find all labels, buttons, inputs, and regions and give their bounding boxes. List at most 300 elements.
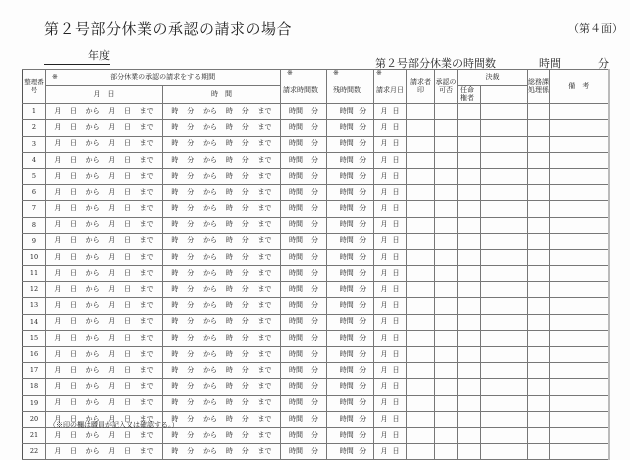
general-affairs-cell[interactable] — [528, 395, 550, 411]
time-range-cell[interactable] — [163, 233, 281, 249]
remarks-cell[interactable] — [550, 120, 609, 136]
request-date-cell[interactable] — [374, 120, 407, 136]
token-hours: 時間 — [339, 398, 354, 407]
appointer-cell[interactable] — [458, 411, 481, 427]
token-hours: 時間 — [289, 333, 303, 342]
remaining-hours-cell[interactable] — [327, 168, 374, 184]
remarks-cell[interactable] — [550, 379, 609, 395]
request-hours-cell[interactable] — [281, 168, 327, 184]
general-affairs-cell[interactable] — [528, 168, 550, 184]
remaining-hours-cell[interactable] — [327, 444, 374, 460]
token-month: 月 — [108, 349, 116, 358]
date-range-cell[interactable] — [46, 379, 163, 395]
requester-seal-cell[interactable] — [407, 104, 435, 120]
remarks-cell[interactable] — [550, 233, 609, 249]
approval-cell[interactable] — [435, 444, 458, 460]
request-date-cell[interactable] — [374, 185, 407, 201]
request-hours-cell[interactable] — [281, 347, 327, 363]
approval-cell[interactable] — [435, 249, 458, 265]
approval-cell[interactable] — [435, 266, 458, 282]
request-hours-cell[interactable] — [281, 201, 327, 217]
token-minute: 分 — [241, 106, 249, 115]
token-until: まで — [257, 398, 272, 407]
token-day: 日 — [392, 187, 400, 196]
remarks-cell[interactable] — [550, 136, 609, 152]
token-hour: 時 — [171, 236, 179, 245]
request-hours-cell[interactable] — [281, 411, 327, 427]
date-range-cell[interactable] — [46, 185, 163, 201]
requester-seal-cell[interactable] — [407, 233, 435, 249]
approval-cell[interactable] — [435, 152, 458, 168]
token-month: 月 — [108, 171, 116, 180]
time-range-cell[interactable] — [163, 427, 281, 443]
appointer-cell[interactable] — [458, 314, 481, 330]
remaining-hours-cell[interactable] — [327, 314, 374, 330]
general-affairs-cell[interactable] — [528, 152, 550, 168]
date-range-cell[interactable] — [46, 249, 163, 265]
header-decision: 決裁 — [458, 70, 528, 86]
remaining-hours-cell[interactable] — [327, 395, 374, 411]
remarks-cell[interactable] — [550, 217, 609, 233]
date-range-cell[interactable] — [46, 136, 163, 152]
decision-cell[interactable] — [481, 201, 528, 217]
remarks-cell[interactable] — [550, 395, 609, 411]
appointer-cell[interactable] — [458, 233, 481, 249]
request-hours-cell[interactable] — [281, 395, 327, 411]
token-day: 日 — [69, 349, 77, 358]
remaining-hours-cell[interactable] — [327, 201, 374, 217]
decision-cell[interactable] — [481, 266, 528, 282]
request-hours-cell[interactable] — [281, 363, 327, 379]
remaining-hours-cell[interactable] — [327, 185, 374, 201]
token-minute: 分 — [359, 317, 367, 326]
requester-seal-cell[interactable] — [407, 249, 435, 265]
request-date-cell[interactable] — [374, 249, 407, 265]
general-affairs-cell[interactable] — [528, 217, 550, 233]
remarks-cell[interactable] — [550, 427, 609, 443]
appointer-cell[interactable] — [458, 185, 481, 201]
requester-seal-cell[interactable] — [407, 185, 435, 201]
remaining-hours-cell[interactable] — [327, 427, 374, 443]
request-hours-cell[interactable] — [281, 266, 327, 282]
token-from: から — [203, 106, 218, 115]
table-row — [23, 444, 609, 460]
remarks-cell[interactable] — [550, 314, 609, 330]
general-affairs-cell[interactable] — [528, 120, 550, 136]
decision-cell[interactable] — [481, 120, 528, 136]
request-date-cell[interactable] — [374, 298, 407, 314]
date-range-cell[interactable] — [46, 395, 163, 411]
decision-cell[interactable] — [481, 249, 528, 265]
decision-cell[interactable] — [481, 152, 528, 168]
date-range-cell[interactable] — [46, 330, 163, 346]
remarks-cell[interactable] — [550, 152, 609, 168]
remaining-hours-cell[interactable] — [327, 249, 374, 265]
request-date-cell[interactable] — [374, 395, 407, 411]
time-range-cell[interactable] — [163, 444, 281, 460]
request-date-cell[interactable] — [374, 411, 407, 427]
row-number: 4 — [23, 152, 46, 168]
token-hour: 時 — [225, 430, 233, 439]
approval-cell[interactable] — [435, 314, 458, 330]
token-from: から — [203, 349, 218, 358]
token-hours: 時間 — [339, 106, 354, 115]
general-affairs-cell[interactable] — [528, 411, 550, 427]
appointer-cell[interactable] — [458, 347, 481, 363]
general-affairs-cell[interactable] — [528, 427, 550, 443]
decision-cell[interactable] — [481, 282, 528, 298]
fiscal-year-field[interactable]: 年度 — [44, 47, 110, 65]
token-month: 月 — [108, 301, 116, 310]
token-hour: 時 — [225, 285, 233, 293]
token-minute: 分 — [359, 155, 367, 164]
appointer-cell[interactable] — [458, 282, 481, 298]
approval-cell[interactable] — [435, 347, 458, 363]
time-range-cell[interactable] — [163, 104, 281, 120]
token-month: 月 — [380, 268, 388, 277]
table-row — [23, 395, 609, 411]
appointer-cell[interactable] — [458, 120, 481, 136]
appointer-cell[interactable] — [458, 266, 481, 282]
remaining-hours-cell[interactable] — [327, 347, 374, 363]
time-range-cell[interactable] — [163, 314, 281, 330]
token-day: 日 — [392, 430, 400, 439]
request-hours-cell[interactable] — [281, 120, 327, 136]
request-date-cell[interactable] — [374, 363, 407, 379]
token-until: まで — [139, 301, 154, 310]
time-range-cell[interactable] — [163, 136, 281, 152]
request-hours-cell[interactable] — [281, 233, 327, 249]
row-number: 12 — [23, 282, 46, 298]
approval-cell[interactable] — [435, 411, 458, 427]
token-month: 月 — [380, 317, 388, 326]
remaining-hours-cell[interactable] — [327, 233, 374, 249]
remaining-hours-cell[interactable] — [327, 266, 374, 282]
token-day: 日 — [392, 155, 400, 164]
decision-cell[interactable] — [481, 104, 528, 120]
requester-seal-cell[interactable] — [407, 168, 435, 184]
appointer-cell[interactable] — [458, 136, 481, 152]
time-range-cell[interactable] — [163, 249, 281, 265]
request-hours-cell[interactable] — [281, 330, 327, 346]
remaining-hours-cell[interactable] — [327, 152, 374, 168]
appointer-cell[interactable] — [458, 330, 481, 346]
time-range-cell[interactable] — [163, 395, 281, 411]
request-date-cell[interactable] — [374, 427, 407, 443]
general-affairs-cell[interactable] — [528, 298, 550, 314]
requester-seal-cell[interactable] — [407, 298, 435, 314]
requester-seal-cell[interactable] — [407, 266, 435, 282]
request-hours-cell[interactable] — [281, 298, 327, 314]
decision-cell[interactable] — [481, 444, 528, 460]
time-range-cell[interactable] — [163, 168, 281, 184]
request-date-cell[interactable] — [374, 282, 407, 298]
request-hours-cell[interactable] — [281, 152, 327, 168]
token-day: 日 — [392, 382, 400, 391]
time-range-cell[interactable] — [163, 379, 281, 395]
request-date-cell[interactable] — [374, 152, 407, 168]
requester-seal-cell[interactable] — [407, 411, 435, 427]
token-hours: 時間 — [289, 398, 303, 407]
requester-seal-cell[interactable] — [407, 379, 435, 395]
token-month: 月 — [380, 446, 388, 455]
request-date-cell[interactable] — [374, 330, 407, 346]
token-minute: 分 — [241, 382, 249, 391]
token-until: まで — [257, 285, 272, 293]
token-minute: 分 — [187, 252, 195, 261]
decision-cell[interactable] — [481, 185, 528, 201]
general-affairs-cell[interactable] — [528, 330, 550, 346]
approval-cell[interactable] — [435, 201, 458, 217]
appointer-cell[interactable] — [458, 379, 481, 395]
time-range-cell[interactable] — [163, 298, 281, 314]
general-affairs-cell[interactable] — [528, 249, 550, 265]
date-range-cell[interactable] — [46, 363, 163, 379]
request-hours-cell[interactable] — [281, 379, 327, 395]
decision-cell[interactable] — [481, 363, 528, 379]
token-hours: 時間 — [339, 268, 354, 277]
request-date-cell[interactable] — [374, 217, 407, 233]
requester-seal-cell[interactable] — [407, 282, 435, 298]
appointer-cell[interactable] — [458, 298, 481, 314]
approval-cell[interactable] — [435, 363, 458, 379]
request-date-cell[interactable] — [374, 444, 407, 460]
decision-cell[interactable] — [481, 427, 528, 443]
requester-seal-cell[interactable] — [407, 136, 435, 152]
remarks-cell[interactable] — [550, 104, 609, 120]
request-hours-cell[interactable] — [281, 217, 327, 233]
date-range-cell[interactable] — [46, 104, 163, 120]
approval-cell[interactable] — [435, 136, 458, 152]
decision-cell[interactable] — [481, 298, 528, 314]
date-range-cell[interactable] — [46, 217, 163, 233]
decision-cell[interactable] — [481, 136, 528, 152]
time-range-cell[interactable] — [163, 217, 281, 233]
general-affairs-cell[interactable] — [528, 347, 550, 363]
remaining-hours-cell[interactable] — [327, 136, 374, 152]
remaining-hours-cell[interactable] — [327, 330, 374, 346]
general-affairs-cell[interactable] — [528, 314, 550, 330]
remarks-cell[interactable] — [550, 298, 609, 314]
time-range-cell[interactable] — [163, 330, 281, 346]
token-day: 日 — [69, 171, 77, 180]
request-hours-cell[interactable] — [281, 444, 327, 460]
requester-seal-cell[interactable] — [407, 314, 435, 330]
remarks-cell[interactable] — [550, 347, 609, 363]
remarks-cell[interactable] — [550, 266, 609, 282]
remaining-hours-cell[interactable] — [327, 104, 374, 120]
general-affairs-cell[interactable] — [528, 266, 550, 282]
date-range-cell[interactable] — [46, 298, 163, 314]
token-until: まで — [257, 204, 272, 213]
token-minute: 分 — [359, 446, 367, 455]
appointer-cell[interactable] — [458, 168, 481, 184]
time-range-cell[interactable] — [163, 185, 281, 201]
remaining-hours-cell[interactable] — [327, 411, 374, 427]
appointer-cell[interactable] — [458, 201, 481, 217]
time-range-cell[interactable] — [163, 347, 281, 363]
decision-cell[interactable] — [481, 168, 528, 184]
approval-cell[interactable] — [435, 104, 458, 120]
request-date-cell[interactable] — [374, 347, 407, 363]
token-from: から — [203, 301, 218, 310]
appointer-cell[interactable] — [458, 444, 481, 460]
requester-seal-cell[interactable] — [407, 120, 435, 136]
remarks-cell[interactable] — [550, 282, 609, 298]
date-range-cell[interactable] — [46, 314, 163, 330]
token-minute: 分 — [359, 285, 367, 293]
time-range-cell[interactable] — [163, 282, 281, 298]
token-month: 月 — [380, 123, 388, 132]
approval-cell[interactable] — [435, 168, 458, 184]
token-day: 日 — [392, 301, 400, 310]
general-affairs-cell[interactable] — [528, 444, 550, 460]
row-number: 20 — [23, 411, 46, 427]
date-range-cell[interactable] — [46, 168, 163, 184]
remarks-cell[interactable] — [550, 201, 609, 217]
date-range-cell[interactable] — [46, 120, 163, 136]
request-date-cell[interactable] — [374, 168, 407, 184]
approval-cell[interactable] — [435, 282, 458, 298]
decision-cell[interactable] — [481, 217, 528, 233]
request-date-cell[interactable] — [374, 104, 407, 120]
time-range-cell[interactable] — [163, 266, 281, 282]
token-from: から — [85, 414, 100, 423]
token-month: 月 — [108, 187, 116, 196]
general-affairs-cell[interactable] — [528, 282, 550, 298]
request-hours-cell[interactable] — [281, 314, 327, 330]
token-month: 月 — [108, 236, 116, 245]
date-range-cell[interactable] — [46, 347, 163, 363]
appointer-cell[interactable] — [458, 217, 481, 233]
date-range-cell[interactable] — [46, 282, 163, 298]
decision-cell[interactable] — [481, 379, 528, 395]
date-range-cell[interactable] — [46, 266, 163, 282]
approval-cell[interactable] — [435, 298, 458, 314]
general-affairs-cell[interactable] — [528, 185, 550, 201]
token-day: 日 — [392, 139, 400, 148]
appointer-cell[interactable] — [458, 249, 481, 265]
date-range-cell[interactable] — [46, 444, 163, 460]
remarks-cell[interactable] — [550, 330, 609, 346]
remarks-cell[interactable] — [550, 168, 609, 184]
token-hours: 時間 — [289, 317, 303, 326]
approval-cell[interactable] — [435, 427, 458, 443]
requester-seal-cell[interactable] — [407, 152, 435, 168]
requester-seal-cell[interactable] — [407, 201, 435, 217]
decision-cell[interactable] — [481, 233, 528, 249]
token-month: 月 — [54, 398, 62, 407]
decision-cell[interactable] — [481, 314, 528, 330]
approval-cell[interactable] — [435, 217, 458, 233]
approval-cell[interactable] — [435, 330, 458, 346]
token-hours: 時間 — [339, 220, 354, 229]
remaining-hours-cell[interactable] — [327, 217, 374, 233]
time-range-cell[interactable] — [163, 363, 281, 379]
request-hours-cell[interactable] — [281, 185, 327, 201]
decision-cell[interactable] — [481, 395, 528, 411]
time-range-cell[interactable] — [163, 411, 281, 427]
requester-seal-cell[interactable] — [407, 330, 435, 346]
decision-cell[interactable] — [481, 347, 528, 363]
token-hour: 時 — [225, 204, 233, 213]
requester-seal-cell[interactable] — [407, 427, 435, 443]
approval-cell[interactable] — [435, 395, 458, 411]
requester-seal-cell[interactable] — [407, 217, 435, 233]
request-date-cell[interactable] — [374, 201, 407, 217]
token-minute: 分 — [241, 204, 249, 213]
request-hours-cell[interactable] — [281, 427, 327, 443]
request-date-cell[interactable] — [374, 136, 407, 152]
request-date-cell[interactable] — [374, 233, 407, 249]
general-affairs-cell[interactable] — [528, 104, 550, 120]
token-hour: 時 — [225, 398, 233, 407]
remaining-hours-cell[interactable] — [327, 363, 374, 379]
remaining-hours-cell[interactable] — [327, 379, 374, 395]
time-range-cell[interactable] — [163, 152, 281, 168]
request-date-cell[interactable] — [374, 314, 407, 330]
token-until: まで — [139, 220, 154, 229]
remarks-cell[interactable] — [550, 185, 609, 201]
request-hours-cell[interactable] — [281, 104, 327, 120]
requester-seal-cell[interactable] — [407, 363, 435, 379]
request-hours-cell[interactable] — [281, 136, 327, 152]
request-hours-cell[interactable] — [281, 282, 327, 298]
approval-cell[interactable] — [435, 379, 458, 395]
general-affairs-cell[interactable] — [528, 379, 550, 395]
requester-seal-cell[interactable] — [407, 444, 435, 460]
token-day: 日 — [69, 139, 77, 148]
remaining-hours-cell[interactable] — [327, 298, 374, 314]
token-hours: 時間 — [289, 365, 303, 374]
request-date-cell[interactable] — [374, 266, 407, 282]
request-hours-cell[interactable] — [281, 249, 327, 265]
general-affairs-cell[interactable] — [528, 136, 550, 152]
date-range-cell[interactable] — [46, 152, 163, 168]
time-range-cell[interactable] — [163, 120, 281, 136]
remarks-cell[interactable] — [550, 249, 609, 265]
approval-cell[interactable] — [435, 120, 458, 136]
decision-cell[interactable] — [481, 330, 528, 346]
general-affairs-cell[interactable] — [528, 201, 550, 217]
decision-cell[interactable] — [481, 411, 528, 427]
requester-seal-cell[interactable] — [407, 395, 435, 411]
token-day: 日 — [392, 268, 400, 277]
appointer-cell[interactable] — [458, 152, 481, 168]
general-affairs-cell[interactable] — [528, 363, 550, 379]
requester-seal-cell[interactable] — [407, 347, 435, 363]
appointer-cell[interactable] — [458, 104, 481, 120]
appointer-cell[interactable] — [458, 395, 481, 411]
appointer-cell[interactable] — [458, 427, 481, 443]
remarks-cell[interactable] — [550, 411, 609, 427]
token-minute: 分 — [311, 236, 318, 245]
appointer-cell[interactable] — [458, 363, 481, 379]
token-day: 日 — [123, 139, 131, 148]
remarks-cell[interactable] — [550, 444, 609, 460]
remarks-cell[interactable] — [550, 363, 609, 379]
header-request-date-label: 請求月日 — [376, 85, 404, 94]
date-range-cell[interactable] — [46, 201, 163, 217]
approval-cell[interactable] — [435, 233, 458, 249]
approval-cell[interactable] — [435, 185, 458, 201]
remaining-hours-cell[interactable] — [327, 120, 374, 136]
date-range-cell[interactable] — [46, 233, 163, 249]
request-date-cell[interactable] — [374, 379, 407, 395]
time-range-cell[interactable] — [163, 201, 281, 217]
remaining-hours-cell[interactable] — [327, 282, 374, 298]
general-affairs-cell[interactable] — [528, 233, 550, 249]
